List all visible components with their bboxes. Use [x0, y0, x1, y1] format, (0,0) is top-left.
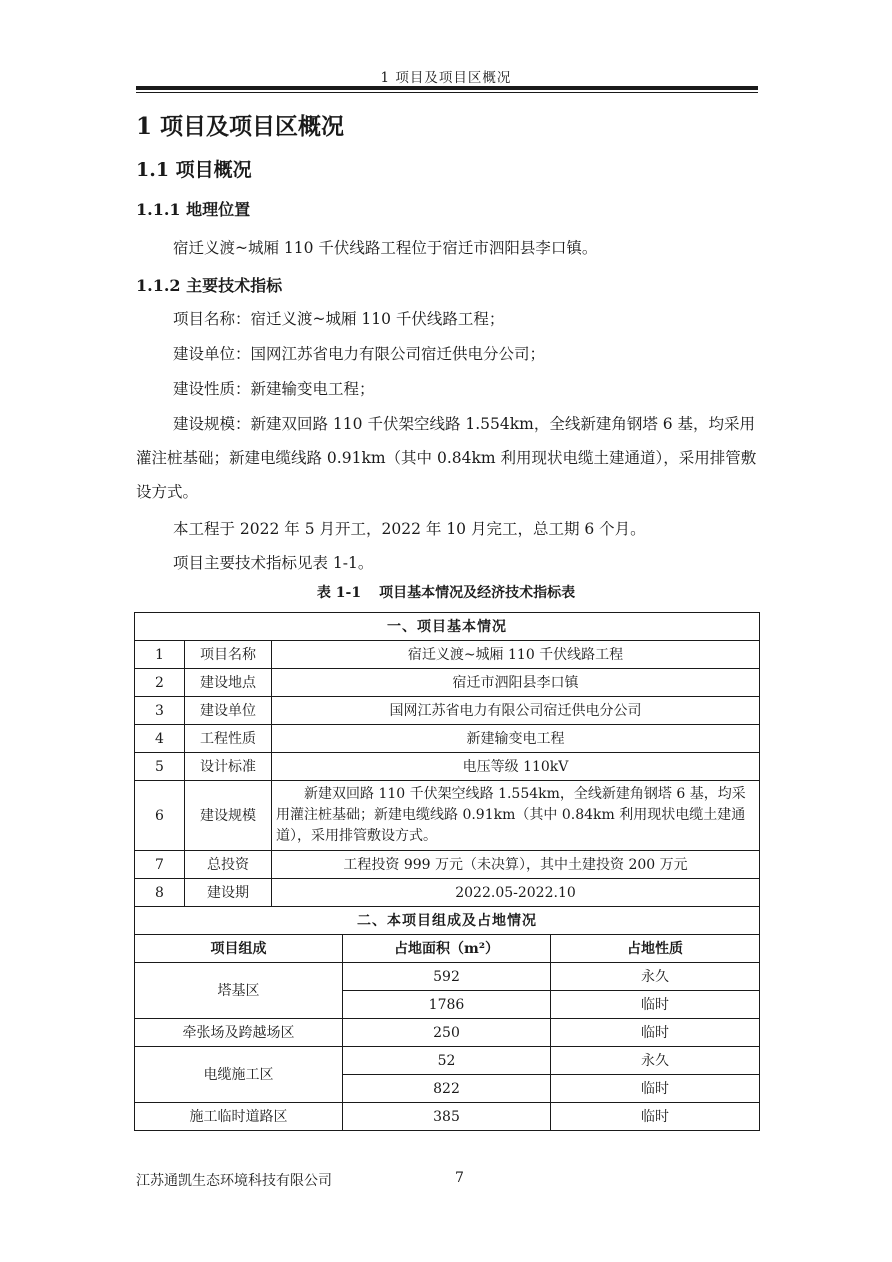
- row-value: 新建输变电工程: [272, 725, 760, 753]
- subsection-title-tech: 1.1.2 主要技术指标: [136, 276, 283, 295]
- table-caption-number: 表 1-1: [316, 585, 362, 601]
- project-name-paragraph: 项目名称：宿迁义渡~城厢 110 千伏线路工程；: [173, 310, 505, 328]
- row-value: 宿迁义渡~城厢 110 千伏线路工程: [272, 641, 760, 669]
- location-paragraph: 宿迁义渡~城厢 110 千伏线路工程位于宿迁市泗阳县李口镇。: [173, 239, 598, 257]
- footer-company: 江苏通凯生态环境科技有限公司: [136, 1173, 332, 1189]
- row-value: 新建双回路 110 千伏架空线路 1.554km，全线新建角钢塔 6 基，均采用灌注桩基础；新建电缆线路 0.91km（其中 0.84km 利用现状电缆土建通道），采用排管敷设方式。: [272, 781, 760, 851]
- table-row: [135, 1047, 760, 1075]
- table-section-land: 二、本项目组成及占地情况: [135, 907, 760, 935]
- table-row: [135, 1103, 760, 1131]
- land-type: 临时: [551, 991, 760, 1019]
- table-caption-title: 项目基本情况及经济技术指标表: [379, 585, 576, 601]
- land-area: 822: [343, 1075, 551, 1103]
- land-area: 250: [343, 1019, 551, 1047]
- row-value: 2022.05-2022.10: [272, 879, 760, 907]
- row-item: 建设规模: [185, 781, 272, 851]
- table-row: [135, 851, 760, 879]
- column-header-type: 占地性质: [551, 935, 760, 963]
- land-area: 592: [343, 963, 551, 991]
- land-area: 385: [343, 1103, 551, 1131]
- row-item: 建设期: [185, 879, 272, 907]
- land-part: 牵张场及跨越场区: [135, 1019, 343, 1047]
- row-value: 宿迁市泗阳县李口镇: [272, 669, 760, 697]
- chapter-title: 1 项目及项目区概况: [136, 113, 345, 140]
- table-caption: [0, 582, 892, 602]
- scale-paragraph: 建设规模：新建双回路 110 千伏架空线路 1.554km，全线新建角钢塔 6 基，均采用灌注桩基础；新建电缆线路 0.91km（其中 0.84km 利用现状电缆土建通道），采用排管敷设方式。: [136, 415, 757, 501]
- header-rule-thin: [136, 92, 758, 93]
- row-value: 国网江苏省电力有限公司宿迁供电分公司: [272, 697, 760, 725]
- row-item: 建设地点: [185, 669, 272, 697]
- table-row: [135, 1019, 760, 1047]
- nature-paragraph: 建设性质：新建输变电工程；: [173, 380, 375, 398]
- land-type: 永久: [551, 1047, 760, 1075]
- land-header-row: [135, 935, 760, 963]
- row-number: 3: [135, 697, 185, 725]
- land-part: 电缆施工区: [135, 1047, 343, 1103]
- row-value: 工程投资 999 万元（未决算），其中土建投资 200 万元: [272, 851, 760, 879]
- table-section-basic: 一、项目基本情况: [135, 613, 760, 641]
- row-number: 7: [135, 851, 185, 879]
- land-part: 施工临时道路区: [135, 1103, 343, 1131]
- row-item: 总投资: [185, 851, 272, 879]
- land-type: 临时: [551, 1019, 760, 1047]
- table-row: [135, 697, 760, 725]
- land-type: 临时: [551, 1103, 760, 1131]
- table-row: [135, 669, 760, 697]
- table-row: [135, 641, 760, 669]
- header-rule-thick: [136, 86, 758, 90]
- table-row: [135, 879, 760, 907]
- column-header-part: 项目组成: [135, 935, 343, 963]
- row-item: 项目名称: [185, 641, 272, 669]
- row-number: 6: [135, 781, 185, 851]
- see-table-paragraph: 项目主要技术指标见表 1-1。: [173, 554, 374, 572]
- running-header: 1 项目及项目区概况: [380, 70, 512, 86]
- row-number: 1: [135, 641, 185, 669]
- row-number: 2: [135, 669, 185, 697]
- page-number: 7: [455, 1170, 464, 1186]
- row-item: 建设单位: [185, 697, 272, 725]
- builder-paragraph: 建设单位：国网江苏省电力有限公司宿迁供电分公司；: [173, 345, 546, 363]
- row-number: 5: [135, 753, 185, 781]
- row-value: 电压等级 110kV: [272, 753, 760, 781]
- schedule-paragraph: 本工程于 2022 年 5 月开工，2022 年 10 月完工，总工期 6 个月。: [173, 520, 646, 538]
- table-row: [135, 753, 760, 781]
- row-number: 4: [135, 725, 185, 753]
- land-type: 永久: [551, 963, 760, 991]
- land-part: 塔基区: [135, 963, 343, 1019]
- row-number: 8: [135, 879, 185, 907]
- column-header-area: 占地面积（m²）: [343, 935, 551, 963]
- land-type: 临时: [551, 1075, 760, 1103]
- subsection-title-location: 1.1.1 地理位置: [136, 200, 251, 219]
- table-row: [135, 781, 760, 851]
- table-row: [135, 963, 760, 991]
- row-item: 工程性质: [185, 725, 272, 753]
- section-title: 1.1 项目概况: [136, 159, 252, 181]
- land-area: 52: [343, 1047, 551, 1075]
- land-area: 1786: [343, 991, 551, 1019]
- row-item: 设计标准: [185, 753, 272, 781]
- project-indicator-table: [134, 612, 760, 1131]
- table-row: [135, 725, 760, 753]
